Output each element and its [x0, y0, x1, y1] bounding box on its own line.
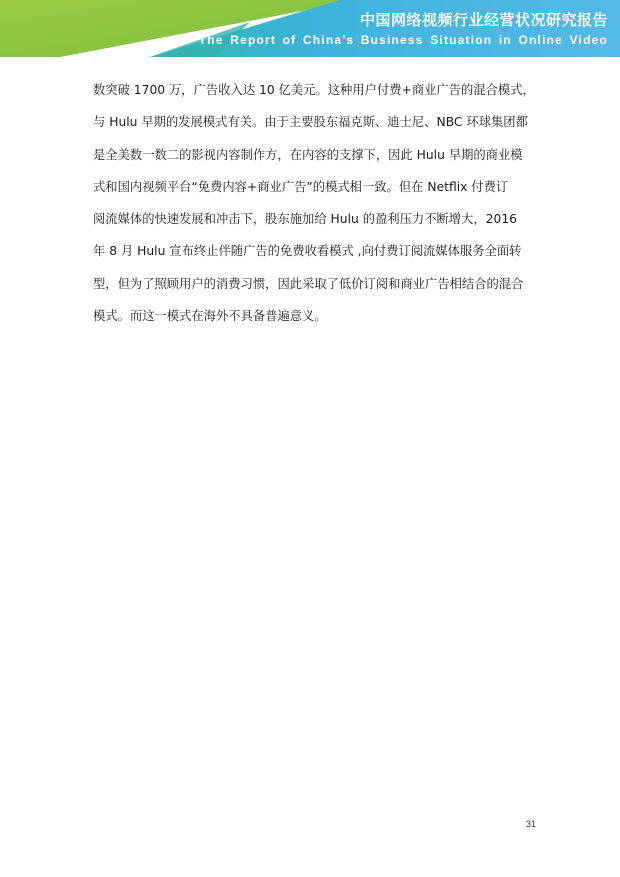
paragraph-line: 年 8 月 Hulu 宣布终止伴随广告的免费收看模式 ,向付费订阅流媒体服务全面转 [93, 244, 522, 259]
body-paragraph [93, 78, 533, 336]
report-title-en: The Report of China’s Business Situation in Online Video [198, 33, 608, 47]
paragraph-line: 是全美数一数二的影视内容制作方，在内容的支撑下，因此 Hulu 早期的商业模 [93, 147, 523, 162]
paragraph-line: 型，但为了照顾用户的消费习惯，因此采取了低价订阅和商业广告相结合的混合 [93, 276, 524, 291]
page-number: 31 [526, 819, 537, 829]
paragraph-line: 数突破 1700 万，广告收入达 10 亿美元。这种用户付费+商业广告的混合模式， [93, 83, 535, 97]
paragraph-line: 模式。而这一模式在海外不具备普遍意义。 [93, 309, 327, 324]
paragraph-line: 阅流媒体的快速发展和冲击下，股东施加给 Hulu 的盈利压力不断增大，2016 [93, 212, 517, 227]
report-title-cn: 中国网络视频行业经营状况研究报告 [359, 11, 608, 29]
paragraph-line: 与 Hulu 早期的发展模式有关。由于主要股东福克斯、迪士尼、NBC 环球集团都 [93, 115, 528, 130]
page-header-banner [0, 0, 620, 57]
paragraph-line: 式和国内视频平台“免费内容+商业广告”的模式相一致。但在 Netflix 付费订 [93, 179, 509, 194]
